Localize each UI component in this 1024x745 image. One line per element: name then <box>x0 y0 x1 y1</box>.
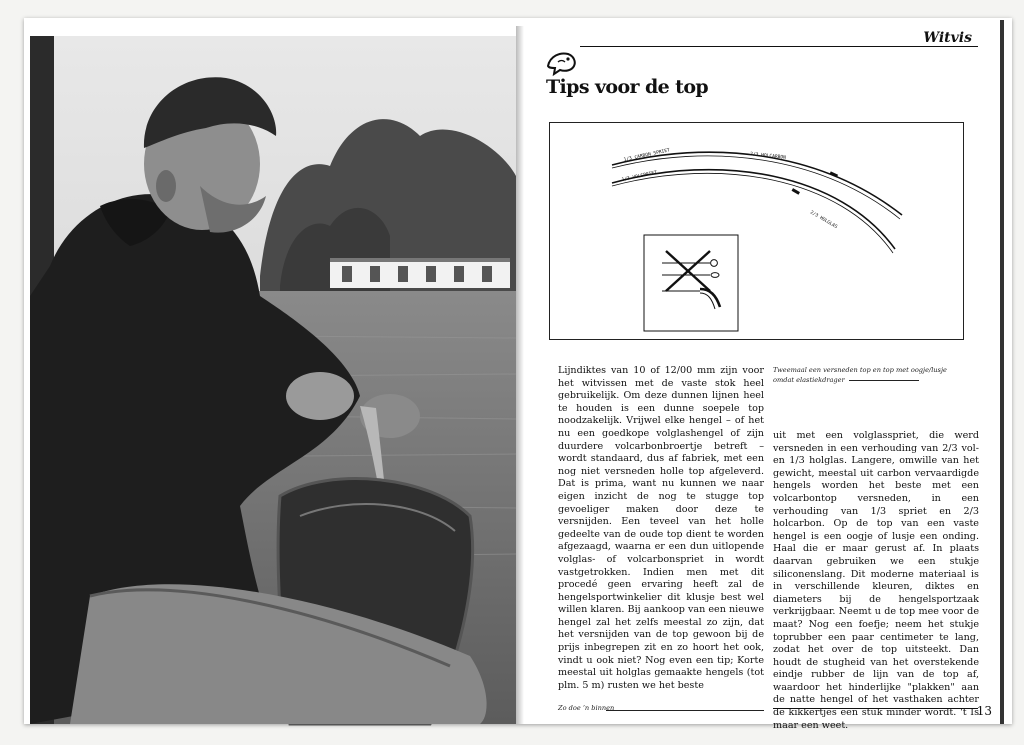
rod-tip-diagram <box>549 122 964 340</box>
article-title: Tips voor de top <box>546 76 709 98</box>
inset-box <box>644 235 738 331</box>
header-rule <box>580 46 978 47</box>
label-holglas: 2/3 HOLGLAS <box>809 210 838 230</box>
article-column-1: Lijndiktes van 10 of 12/00 mm zijn voor het witvissen met de vaste stok heel gebruikelijk. Om deze dunnen lijnen heel te houden is een dunne soepele top noodzakelijk. Vrijwel elke hengel – of het nu een goedkope volglashengel of zijn duurdere volcarbonbroertje betreft – wordt standaard, dus af fabriek, met een nog niet versneden holle top afgeleverd. Dat is prima, want nu kunnen we naar eigen inzicht de nog te stugge top gevoeliger maken door deze te versnijden. Een teveel van het holle gedeelte van de oude top dient te worden afgezaagd, waarna er een dun uitlopende volglas- of volcarbonspriet in wordt vastgetrokken. Indien men met dit procedé geen ervaring heeft zal de hengelsportwinkelier dit klusje best wel willen klaren. Bij aankoop van een nieuwe hengel zal het zelfs meestal zo zijn, dat het versnijden van de top gewoon bij de prijs inbegrepen zit en zo hoort het ook, vindt u ook niet? Nog even een tip; Korte meestal uit holglas gemaakte hengels (tot plm. 5 m) rusten we het beste <box>558 365 764 691</box>
caption-text: Tweemaal een versneden top en top met oogje/lusje omdat elastiekdrager <box>773 366 947 384</box>
spine-gutter <box>516 26 524 724</box>
fish-icon <box>544 48 578 78</box>
figure-caption <box>773 365 969 385</box>
section-label: Witvis <box>923 30 972 46</box>
footnote-rule <box>606 710 764 711</box>
label-carbon-spriet: 1/3 CARBON SPRIET <box>623 148 671 163</box>
caption-rule <box>849 380 919 381</box>
footnote: Zo doe ’n binnen <box>558 704 615 712</box>
page-number: 13 <box>976 704 992 718</box>
label-vol-spriet: 1/3 VOLSPRIET <box>621 170 658 183</box>
footer-rule <box>773 708 978 709</box>
article-page <box>524 20 1000 731</box>
angler-photo <box>30 36 516 724</box>
label-holcarbon: 2/3 HOLCARBON <box>749 152 787 161</box>
article-column-2: uit met een volglasspriet, die werd versneden in een verhouding van 2/3 vol- en 1/3 holglas. Langere, omwille van het gewicht, meestal uit carbon vervaardigde hengels worden het beste met een volcarbontop versneden, in een verhouding van 1/3 spriet en 2/3 holcarbon. Op de top van een vaste hengel is een oogje of lusje een onding. Haal die er maar gerust af. In plaats daarvan gebruiken we een stukje siliconenslang. Dit moderne materiaal is in verschillende kleuren, diktes en diameters bij de hengelsportzaak verkrijgbaar. Neemt u de top mee voor de maat? Nog een foefje; neem het stukje toprubber een paar centimeter te lang, zodat het over de top uitsteekt. Dan houdt de stugheid van het overstekende eindje rubber de lijn van de top af, waardoor het hinderlijke "plakken" aan de natte hengel of het vasthaken achter de kikkertjes een stuk minder wordt. 't Is maar een weet. <box>773 430 979 731</box>
page-edge-shadow <box>1000 20 1004 724</box>
carbon-rod-line <box>612 152 902 215</box>
glass-rod-line <box>612 170 895 249</box>
